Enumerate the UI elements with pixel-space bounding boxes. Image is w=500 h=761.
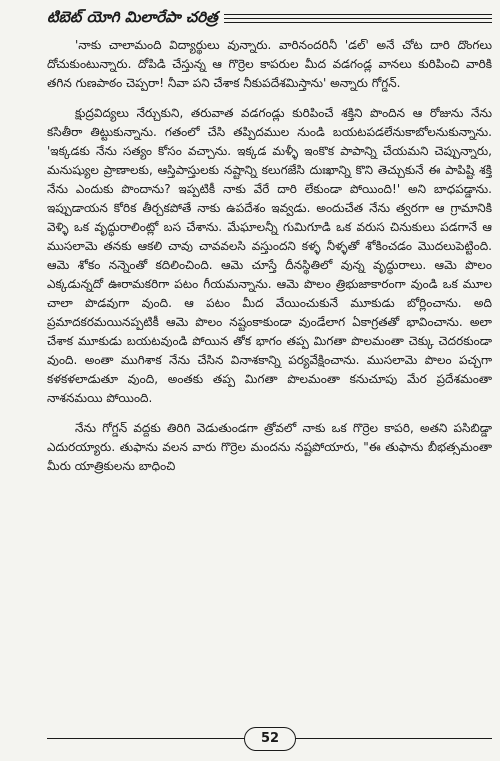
paragraph-2: క్షుద్రవిద్యలు నేర్చుకుని, తరువాత వడగండ్లు కురిపించే శక్తిని పొందిన ఆ రోజును నేను కసితీరా తిట్టుకున్నాను. గతంలో చేసి తప్పిదముల నుండి బయటపడలేనుకాబోలనుకున్నాను. 'ఇక్కడకు నేను సత్యం కోసం వచ్చాను. ఇక్కడ మళ్ళీ ఇంకొక పాపాన్ని చేయమని చెప్పున్నారు, మనుష్యుల ప్రాణాలకు, ఆస్తిపాస్తులకు నష్టాన్ని కలుగజేసి దుఃఖాన్ని కొని తెచ్చుకునే ఈ పాపిష్టి శక్తి నేను ఎందుకు పొందాను? ఇప్పటికీ నాకు వేరే దారి లేకుండా పోయింది!' అని బాధపడ్డాను. ఇప్పుడాయన కోరిక తీర్చకపోతే నాకు ఉపదేశం ఇవ్వడు. అందుచేత నేను త్వరగా ఆ గ్రామానికి వెళ్ళి ఒక వృద్ధురాలింట్లో బస చేశాను. మేఘాలన్నీ గుమిగూడి ఒక వరుస చినుకులు పడగానే ఆ ముసలామె తనకు ఆకలి చావు చావవలసి వస్తుందని కళ్ళ నీళ్ళతో శోకించడం మొదలుపెట్టింది. ఆమె శోకం నన్నెంతో కదిలించింది. ఆమె చూస్తే దీనస్థితిలో వున్న వృద్ధురాలు. ఆమె పొలం ఎక్కడున్నదో ఊరామకరిగా పటం గీయమన్నాను. ఆమె పొలం త్రిభుజాకారంగా వుండి ఒక మూల చాలా పొడవుగా వుంది. ఆ పటం మీద వేయించుకునే మూకుడు బోర్లించాను. అది ప్రమాదకరమయినప్పటికీ ఆమె పొలం నష్టంకాకుండా వుండేలాగ ఏకాగ్రతతో భావించాను. అలా చేశాక మూకుడు బయటవుండి పోయిన తోక భాగం తప్ప మిగతా పొలమంతా చెక్కు చెదరకుండా వుంది. అంతా ముగిశాక నేను చేసిన వినాశకాన్ని పర్యవేక్షించాను. ముసలామె పొలం పచ్చగా కళకళలాడుతూ వుంది, అంతకు తప్ప మిగతా పొలమంతా కనుచూపు మేర ప్రదేశమంతా నాశనమయి పోయింది. (47, 106, 492, 405)
page-number: 52 (244, 727, 296, 751)
book-title: టిబెట్ యోగి మిలారేపా చరిత్ర (47, 6, 224, 28)
page-footer (47, 727, 492, 751)
paragraph-1: 'నాకు చాలామంది విద్యార్థులు వున్నారు. వారినందరినీ 'డల్' అనే చోట దారి దొంగలు దోచుకుంటున్నారు. దోపిడి చేస్తున్న ఆ గొర్రెల కాపరుల మీద వడగండ్ల వానలు కురిపించి వారికి తగిన గుణపాఠం చెప్పరా! నీవా పని చేశాక నీకుపదేశమిస్తాను' అన్నారు గోగ్డన్. (47, 38, 492, 90)
paragraph-3: నేను గోగ్డన్ వద్దకు తిరిగి వెడుతుండగా త్రోవలో నాకు ఒక గొర్రెల కాపరి, అతని పసిబిడ్డా ఎదురయ్యారు. తుఫాను వలన వారు గొర్రెల మందను నష్టపోయారు, "ఈ తుఫాను బీభత్సమంతా మీరు యాత్రికులను బాధించి (47, 421, 492, 473)
page-body (47, 36, 492, 476)
running-header (47, 6, 492, 28)
